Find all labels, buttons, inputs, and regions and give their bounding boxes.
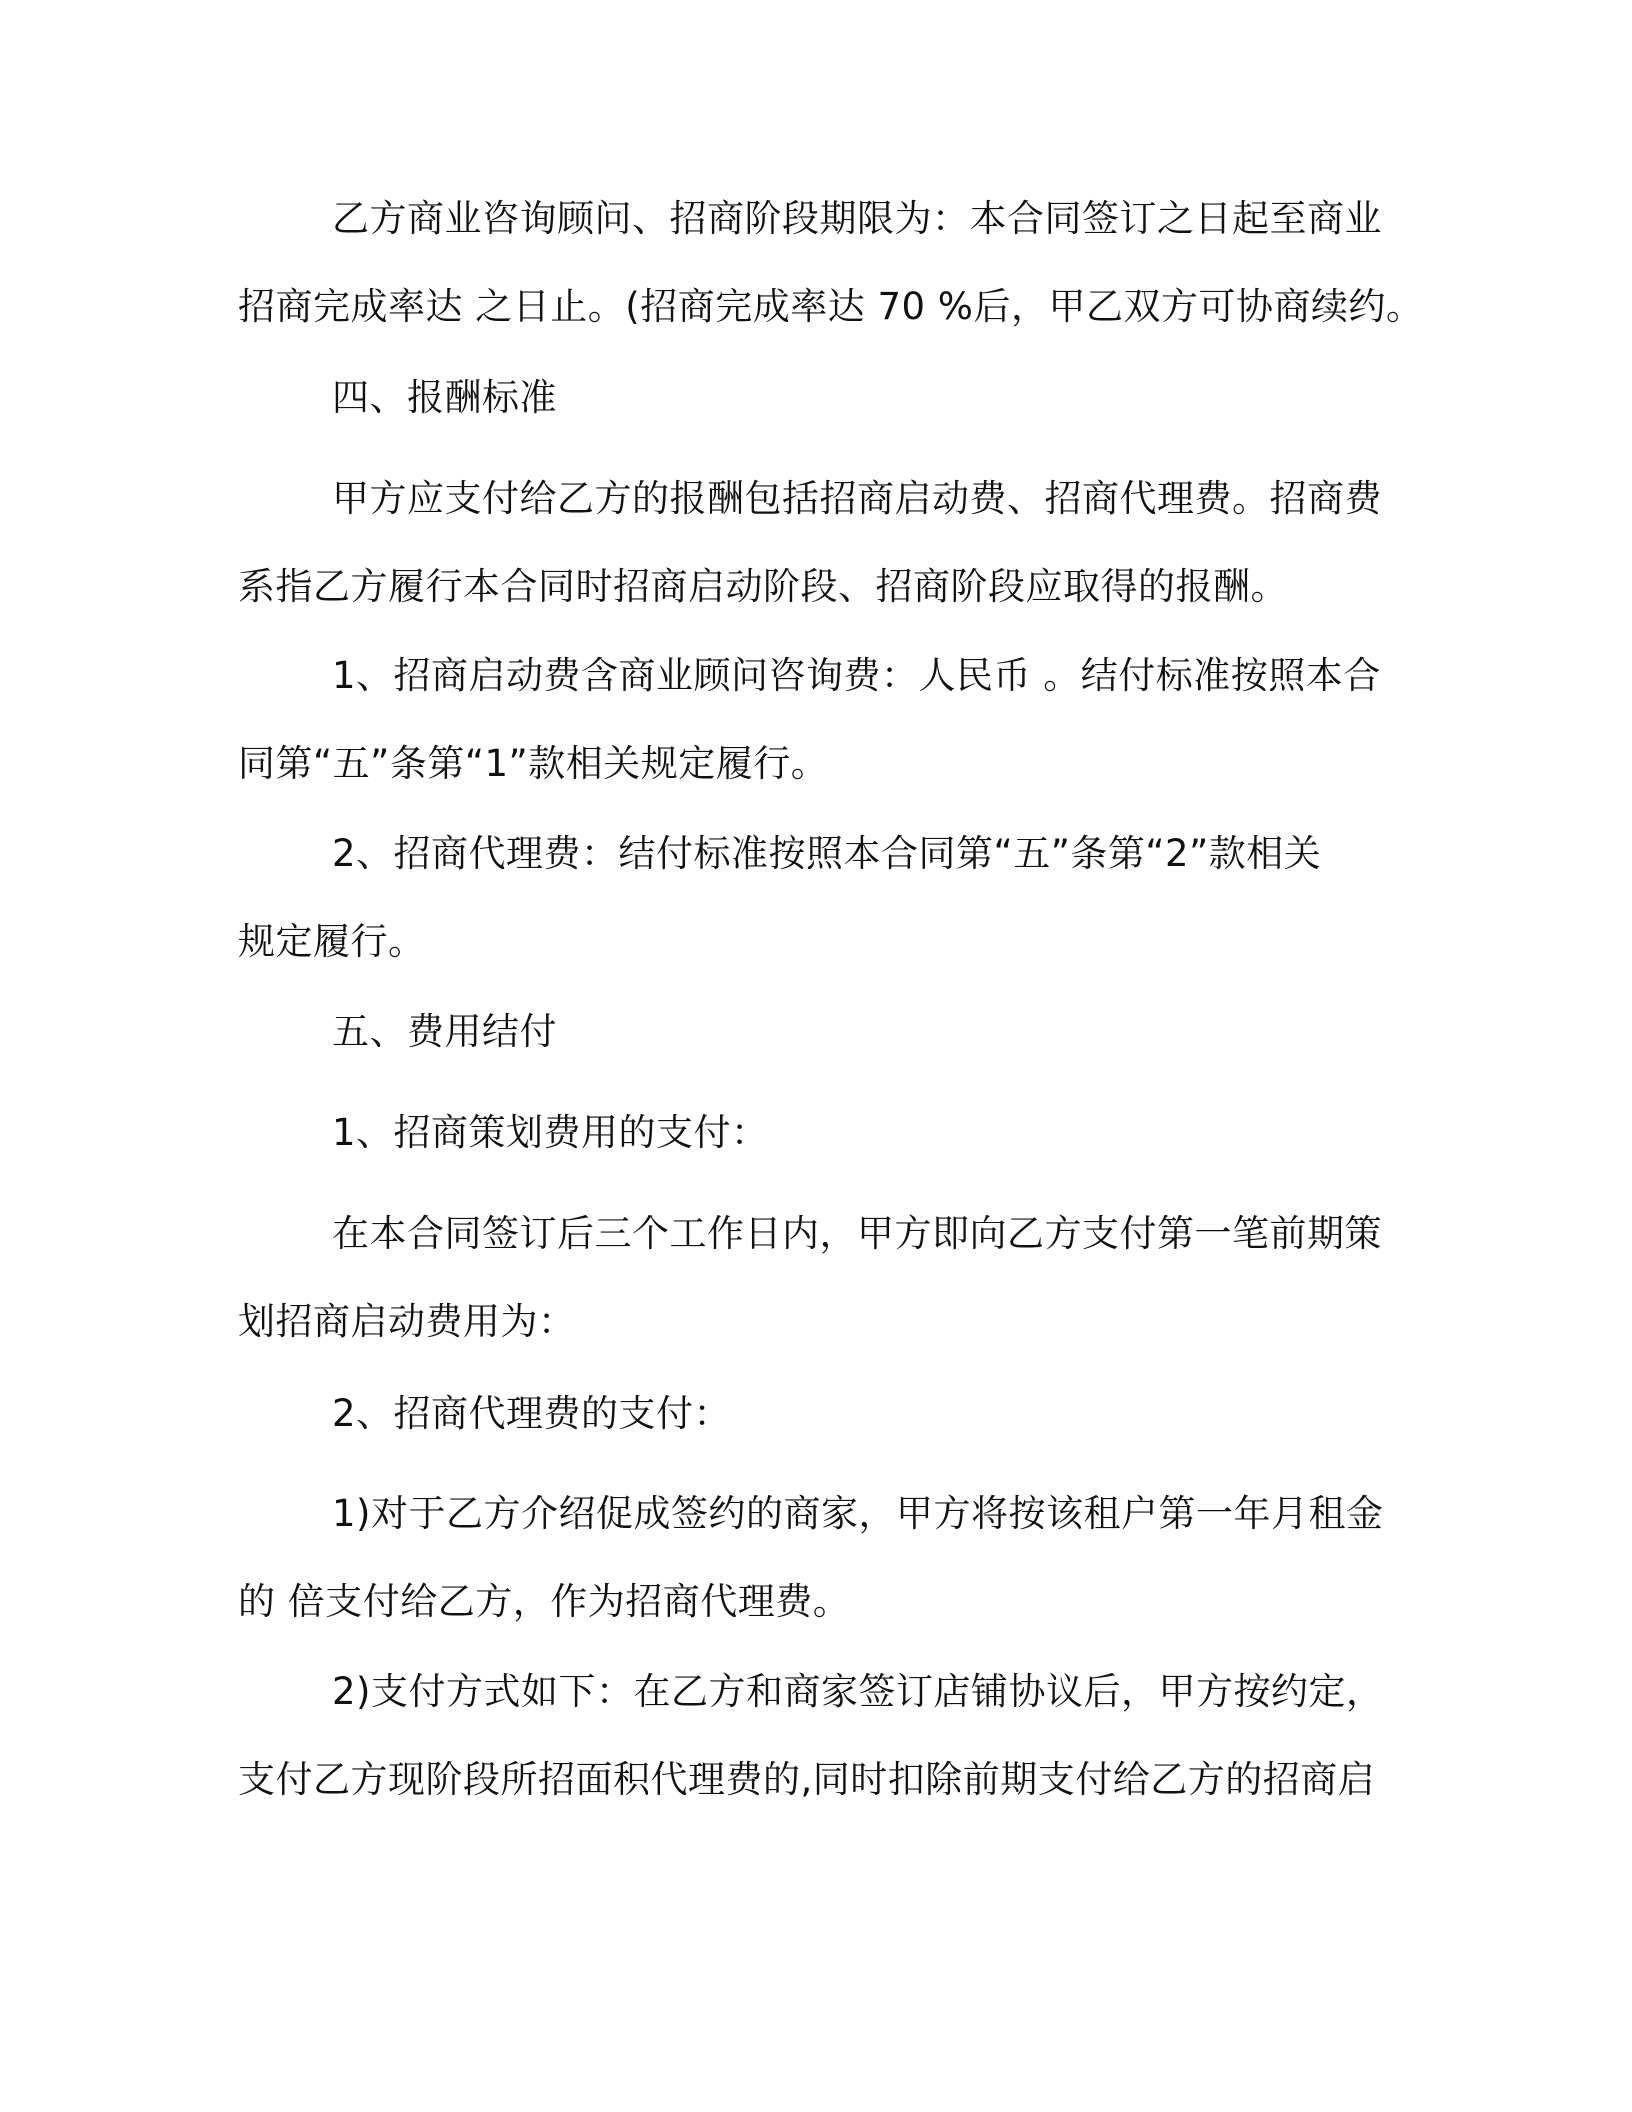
paragraph-line: 的 倍支付给乙方，作为招商代理费。 — [238, 1580, 851, 1623]
paragraph-agency-fee-rule-2 — [238, 1648, 1383, 1824]
section-heading-remuneration: 四、报酬标准 — [332, 376, 557, 419]
paragraph-line: 系指乙方履行本合同时招商启动阶段、招商阶段应取得的报酬。 — [238, 565, 1288, 608]
paragraph-line: 乙方商业咨询顾问、招商阶段期限为：本合同签订之日起至商业 — [332, 197, 1382, 240]
paragraph-line: 甲方应支付给乙方的报酬包括招商启动费、招商代理费。招商费 — [332, 477, 1382, 520]
paragraph-remuneration-intro — [238, 455, 1383, 631]
paragraph-line: 1)对于乙方介绍促成签约的商家，甲方将按该租户第一年月租金 — [332, 1492, 1384, 1535]
paragraph-line: 支付乙方现阶段所招面积代理费的,同时扣除前期支付给乙方的招商启 — [238, 1758, 1376, 1801]
paragraph-line: 在本合同签订后三个工作日内，甲方即向乙方支付第一笔前期策 — [332, 1212, 1382, 1255]
paragraph-line: 2、招商代理费：结付标准按照本合同第“五”条第“2”款相关 — [332, 832, 1322, 875]
paragraph-term-period — [238, 175, 1424, 351]
paragraph-line: 1、招商启动费含商业顾问咨询费：人民币 。结付标准按照本合 — [332, 654, 1381, 697]
paragraph-agency-fee-payment: 2、招商代理费的支付： — [332, 1392, 732, 1435]
paragraph-line: 规定履行。 — [238, 920, 426, 963]
paragraph-line: 同第“五”条第“1”款相关规定履行。 — [238, 742, 829, 785]
paragraph-agency-fee — [238, 810, 1383, 986]
paragraph-line: 招商完成率达 之日止。(招商完成率达 70 %后，甲乙双方可协商续约。 — [238, 285, 1424, 328]
section-heading-payment: 五、费用结付 — [332, 1010, 557, 1053]
paragraph-planning-fee-payment: 1、招商策划费用的支付： — [332, 1111, 769, 1154]
paragraph-line: 划招商启动费用为： — [238, 1300, 576, 1343]
paragraph-agency-fee-rule-1 — [238, 1470, 1383, 1646]
paragraph-planning-fee-details — [238, 1190, 1383, 1366]
paragraph-line: 2)支付方式如下：在乙方和商家签订店铺协议后，甲方按约定， — [332, 1670, 1384, 1713]
paragraph-startup-fee — [238, 632, 1383, 808]
